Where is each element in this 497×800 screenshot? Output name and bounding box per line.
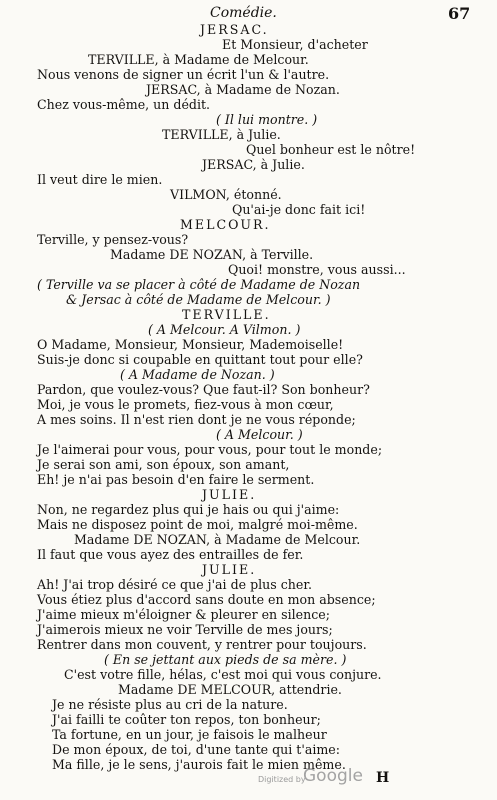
verse-line: A mes soins. Il n'est rien dont je ne vous réponde;	[37, 412, 356, 427]
speaker-name: JERSAC.	[200, 22, 269, 37]
speaker-name: TERVILLE.	[182, 307, 271, 322]
speaker-name: TERVILLE, à Julie.	[162, 127, 281, 142]
verse-line: Il veut dire le mien.	[37, 172, 163, 187]
speaker-name: MELCOUR.	[180, 217, 271, 232]
stage-direction: ( En se jettant aux pieds de sa mère. )	[104, 652, 347, 667]
verse-line: C'est votre fille, hélas, c'est moi qui vous conjure.	[64, 667, 382, 682]
verse-line: J'ai failli te coûter ton repos, ton bonheur;	[52, 712, 321, 727]
verse-line: De mon époux, de toi, d'une tante qui t'aime:	[52, 742, 341, 757]
stage-direction: ( Il lui montre. )	[216, 112, 318, 127]
verse-line: Je serai son ami, son époux, son amant,	[37, 457, 290, 472]
verse-line: Quoi! monstre, vous aussi...	[228, 262, 406, 277]
verse-line: Terville, y pensez-vous?	[37, 232, 189, 247]
verse-line: Chez vous-même, un dédit.	[37, 97, 211, 112]
verse-line: Suis-je donc si coupable en quittant tout pour elle?	[37, 352, 363, 367]
stage-direction: ( A Madame de Nozan. )	[120, 367, 275, 382]
speaker-name: JERSAC, à Julie.	[202, 157, 305, 172]
running-title: Comédie.	[210, 5, 277, 21]
verse-line: Ta fortune, en un jour, je faisois le malheur	[52, 727, 327, 742]
verse-line: J'aime mieux m'éloigner & pleurer en silence;	[37, 607, 330, 622]
speaker-name: TERVILLE, à Madame de Melcour.	[88, 52, 309, 67]
google-watermark: Google	[303, 766, 363, 786]
verse-line: Et Monsieur, d'acheter	[222, 37, 368, 52]
verse-line: Ma fille, je le sens, j'aurois fait le mien même.	[52, 757, 346, 772]
speaker-name: JERSAC, à Madame de Nozan.	[146, 82, 340, 97]
speaker-name: Madame DE NOZAN, à Madame de Melcour.	[74, 532, 361, 547]
speaker-name: Madame DE MELCOUR, attendrie.	[118, 682, 342, 697]
speaker-name: JULIE.	[202, 562, 257, 577]
digitized-by-label: Digitized by	[258, 775, 306, 784]
verse-line: Je l'aimerai pour vous, pour vous, pour tout le monde;	[37, 442, 383, 457]
verse-line: Ah! J'ai trop désiré ce que j'ai de plus cher.	[37, 577, 313, 592]
stage-direction: & Jersac à côté de Madame de Melcour. )	[66, 292, 331, 307]
verse-line: J'aimerois mieux ne voir Terville de mes jours;	[37, 622, 333, 637]
verse-line: Quel bonheur est le nôtre!	[246, 142, 416, 157]
speaker-name: Madame DE NOZAN, à Terville.	[110, 247, 314, 262]
stage-direction: ( Terville va se placer à côté de Madame de Nozan	[37, 277, 361, 292]
speaker-name: VILMON, étonné.	[170, 187, 282, 202]
speaker-name: JULIE.	[202, 487, 257, 502]
verse-line: O Madame, Monsieur, Monsieur, Mademoiselle!	[37, 337, 344, 352]
verse-line: Je ne résiste plus au cri de la nature.	[52, 697, 288, 712]
stage-direction: ( A Melcour. )	[216, 427, 303, 442]
verse-line: Vous étiez plus d'accord sans doute en mon absence;	[37, 592, 376, 607]
verse-line: Non, ne regardez plus qui je hais ou qui j'aime:	[37, 502, 340, 517]
signature-mark: H	[376, 770, 390, 786]
verse-line: Nous venons de signer un écrit l'un & l'autre.	[37, 67, 330, 82]
verse-line: Il faut que vous ayez des entrailles de fer.	[37, 547, 304, 562]
verse-line: Mais ne disposez point de moi, malgré moi-même.	[37, 517, 358, 532]
verse-line: Pardon, que voulez-vous? Que faut-il? Son bonheur?	[37, 382, 370, 397]
verse-line: Qu'ai-je donc fait ici!	[232, 202, 366, 217]
verse-line: Moi, je vous le promets, fiez-vous à mon cœur,	[37, 397, 334, 412]
stage-direction: ( A Melcour. A Vilmon. )	[148, 322, 301, 337]
verse-line: Eh! je n'ai pas besoin d'en faire le serment.	[37, 472, 315, 487]
page-number: 67	[448, 4, 471, 23]
verse-line: Rentrer dans mon couvent, y rentrer pour toujours.	[37, 637, 367, 652]
